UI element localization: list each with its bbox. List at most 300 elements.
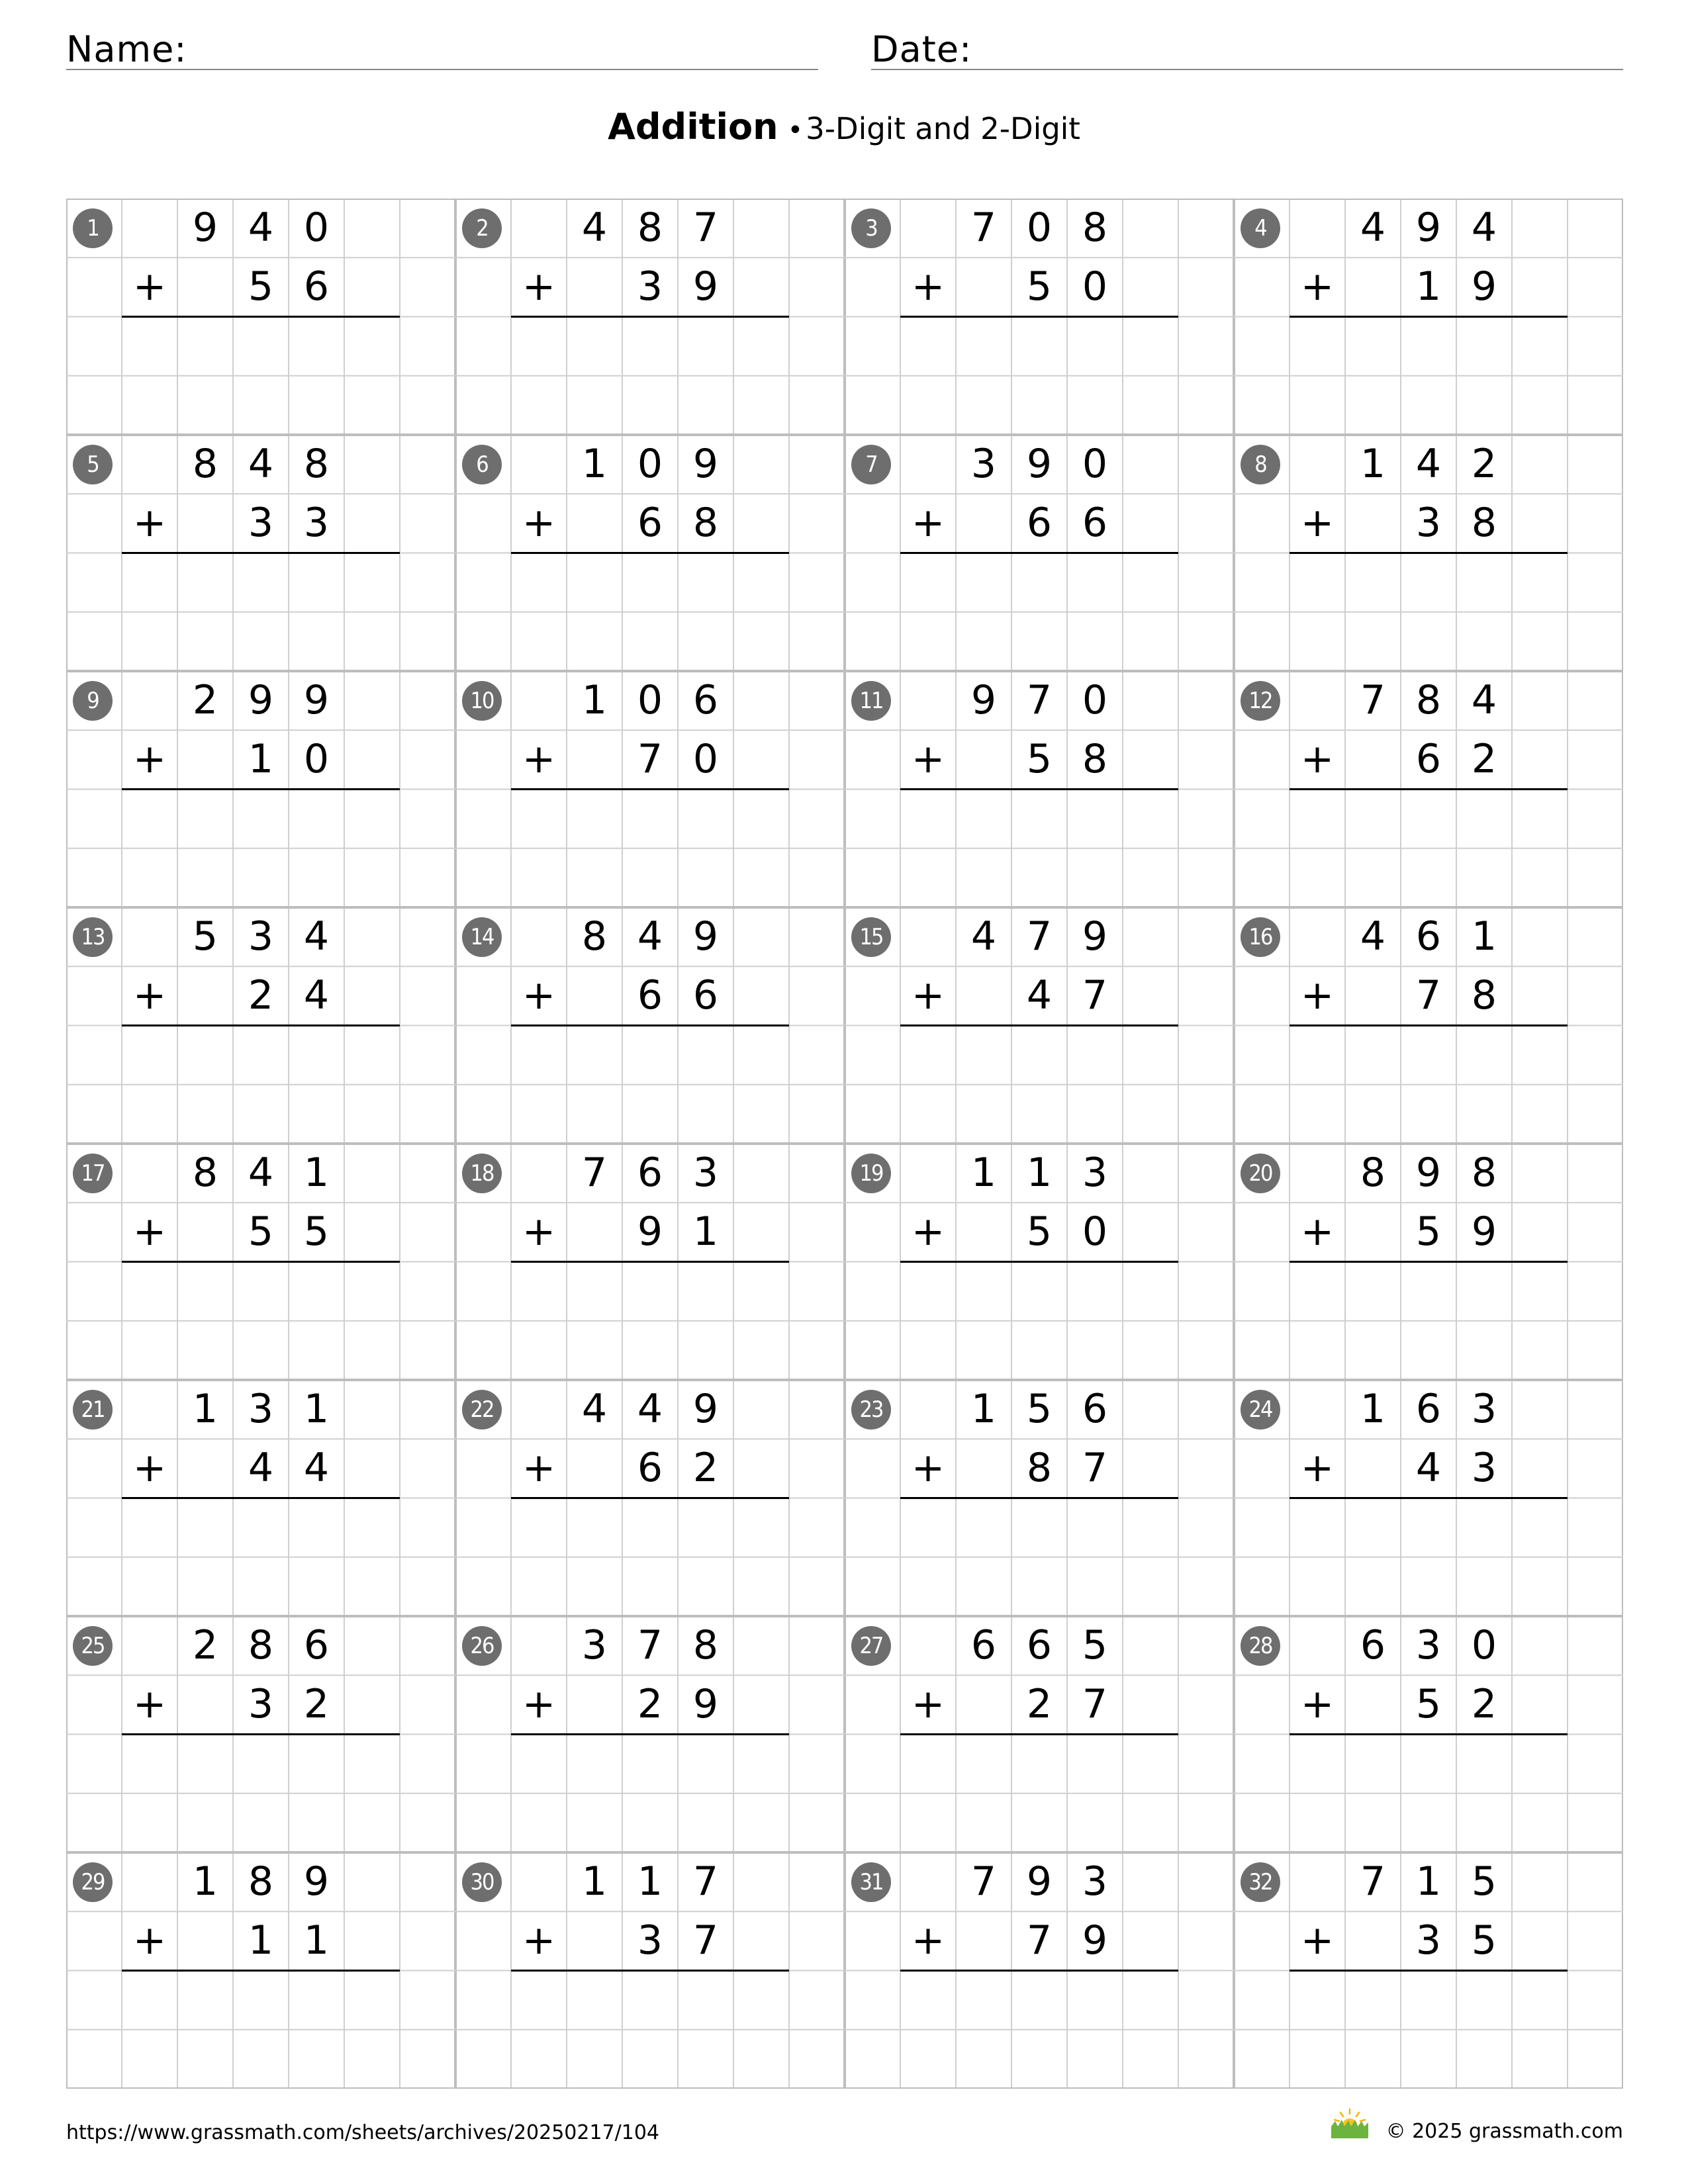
plus-sign: +: [132, 972, 167, 1019]
answer-line: [1289, 1261, 1568, 1263]
top-digit: 1: [1360, 1386, 1386, 1432]
top-digit: 3: [248, 1386, 274, 1432]
problem: [66, 199, 455, 435]
plus-sign: +: [522, 1445, 556, 1491]
problem: [1234, 1380, 1623, 1616]
bottom-digit: 7: [1026, 1917, 1053, 1964]
top-digit: 7: [637, 1622, 663, 1668]
top-digit: 9: [692, 913, 719, 960]
problem-number-badge: 7: [851, 445, 891, 484]
top-digit: 1: [1415, 1858, 1442, 1905]
top-digit: 4: [248, 441, 274, 487]
top-digit: 1: [970, 1150, 997, 1196]
top-digit: 7: [970, 1858, 997, 1905]
problem: [455, 1616, 845, 1852]
problem-number-badge: 6: [462, 445, 502, 484]
bottom-digit: 5: [1026, 263, 1053, 310]
problem-number-badge: 30: [462, 1862, 502, 1902]
plus-sign: +: [132, 1208, 167, 1255]
bottom-digit: 0: [1082, 1208, 1108, 1255]
top-digit: 7: [581, 1150, 608, 1196]
top-digit: 6: [1360, 1622, 1386, 1668]
answer-line: [900, 1261, 1178, 1263]
top-digit: 1: [303, 1386, 330, 1432]
bottom-digit: 9: [1471, 263, 1497, 310]
plus-sign: +: [132, 1917, 167, 1964]
top-digit: 5: [192, 913, 218, 960]
bottom-digit: 5: [248, 1208, 274, 1255]
bottom-digit: 8: [1082, 736, 1108, 783]
bottom-digit: 8: [1471, 500, 1497, 547]
plus-sign: +: [911, 972, 945, 1019]
top-digit: 7: [1026, 913, 1053, 960]
plus-sign: +: [132, 1681, 167, 1727]
top-digit: 4: [1471, 677, 1497, 723]
top-digit: 4: [637, 1386, 663, 1432]
bottom-digit: 0: [692, 736, 719, 783]
problem: [845, 1144, 1234, 1380]
top-digit: 7: [970, 205, 997, 251]
problem-number-badge: 2: [462, 208, 502, 248]
top-digit: 0: [1082, 441, 1108, 487]
top-digit: 6: [692, 677, 719, 723]
problem-number-badge: 25: [73, 1626, 113, 1666]
plus-sign: +: [522, 972, 556, 1019]
plus-sign: +: [1300, 263, 1335, 310]
top-digit: 1: [970, 1386, 997, 1432]
problem: [1234, 199, 1623, 435]
top-digit: 5: [1082, 1622, 1108, 1668]
bottom-digit: 9: [1471, 1208, 1497, 1255]
problem: [1234, 435, 1623, 671]
top-digit: 4: [1360, 913, 1386, 960]
bottom-digit: 1: [1415, 263, 1442, 310]
top-digit: 9: [303, 677, 330, 723]
problem-number-badge: 20: [1241, 1154, 1280, 1193]
bottom-digit: 6: [637, 500, 663, 547]
problem-number-badge: 16: [1241, 917, 1280, 957]
top-digit: 1: [1471, 913, 1497, 960]
top-digit: 9: [248, 677, 274, 723]
problem-number-badge: 1: [73, 208, 113, 248]
top-digit: 1: [581, 677, 608, 723]
bottom-digit: 4: [303, 972, 330, 1019]
top-digit: 6: [1415, 1386, 1442, 1432]
answer-line: [122, 1970, 400, 1972]
plus-sign: +: [132, 1445, 167, 1491]
answer-line: [900, 1970, 1178, 1972]
worksheet-grid: [66, 199, 1623, 2089]
top-digit: 0: [1082, 677, 1108, 723]
plus-sign: +: [132, 263, 167, 310]
problem: [455, 1380, 845, 1616]
answer-line: [1289, 552, 1568, 554]
problem: [66, 1144, 455, 1380]
top-digit: 0: [637, 441, 663, 487]
top-digit: 1: [192, 1386, 218, 1432]
bottom-digit: 0: [303, 736, 330, 783]
bottom-digit: 6: [303, 263, 330, 310]
top-digit: 8: [303, 441, 330, 487]
plus-sign: +: [1300, 1917, 1335, 1964]
footer-copyright: © 2025 grassmath.com: [1385, 2120, 1623, 2143]
plus-sign: +: [911, 1917, 945, 1964]
bottom-digit: 5: [1026, 1208, 1053, 1255]
answer-line: [1289, 788, 1568, 790]
plus-sign: +: [132, 736, 167, 782]
problem-number-badge: 19: [851, 1154, 891, 1193]
top-digit: 1: [1026, 1150, 1053, 1196]
bottom-digit: 3: [1415, 500, 1442, 547]
problem-number-badge: 5: [73, 445, 113, 484]
answer-line: [511, 788, 789, 790]
answer-line: [900, 1024, 1178, 1026]
top-digit: 9: [692, 441, 719, 487]
top-digit: 0: [1026, 205, 1053, 251]
problem-number-badge: 24: [1241, 1390, 1280, 1430]
bottom-digit: 6: [637, 1445, 663, 1492]
answer-line: [1289, 1970, 1568, 1972]
title-subtitle: 3-Digit and 2-Digit: [806, 111, 1080, 146]
top-digit: 1: [303, 1150, 330, 1196]
problem-number-badge: 11: [851, 681, 891, 721]
plus-sign: +: [1300, 736, 1335, 782]
problem: [455, 435, 845, 671]
bottom-digit: 3: [303, 500, 330, 547]
answer-line: [900, 1497, 1178, 1499]
plus-sign: +: [911, 1208, 945, 1255]
bottom-digit: 5: [248, 263, 274, 310]
answer-line: [122, 316, 400, 318]
top-digit: 8: [1360, 1150, 1386, 1196]
bottom-digit: 1: [248, 1917, 274, 1964]
bottom-digit: 3: [248, 1681, 274, 1728]
top-digit: 3: [970, 441, 997, 487]
bottom-digit: 2: [303, 1681, 330, 1728]
top-digit: 4: [637, 913, 663, 960]
problem: [1234, 1144, 1623, 1380]
bottom-digit: 4: [303, 1445, 330, 1492]
answer-line: [900, 552, 1178, 554]
bottom-digit: 9: [1082, 1917, 1108, 1964]
bottom-digit: 5: [1415, 1681, 1442, 1728]
top-digit: 3: [1415, 1622, 1442, 1668]
problem-number-badge: 9: [73, 681, 113, 721]
answer-line: [122, 1497, 400, 1499]
bottom-digit: 2: [1471, 736, 1497, 783]
plus-sign: +: [911, 263, 945, 310]
bottom-digit: 8: [1026, 1445, 1053, 1492]
top-digit: 9: [1415, 205, 1442, 251]
top-digit: 3: [1082, 1858, 1108, 1905]
problem-number-badge: 18: [462, 1154, 502, 1193]
top-digit: 4: [581, 205, 608, 251]
problem: [66, 671, 455, 907]
problem: [455, 1852, 845, 2089]
plus-sign: +: [522, 500, 556, 546]
bottom-digit: 3: [637, 263, 663, 310]
top-digit: 7: [692, 1858, 719, 1905]
footer-url: https://www.grassmath.com/sheets/archives/20250217/104: [66, 2121, 660, 2144]
bottom-digit: 6: [1082, 500, 1108, 547]
problem: [66, 435, 455, 671]
bottom-digit: 4: [248, 1445, 274, 1492]
top-digit: 8: [1082, 205, 1108, 251]
problem: [66, 1852, 455, 2089]
problem-number-badge: 4: [1241, 208, 1280, 248]
top-digit: 4: [248, 205, 274, 251]
problem-number-badge: 21: [73, 1390, 113, 1430]
problem: [1234, 1616, 1623, 1852]
top-digit: 0: [303, 205, 330, 251]
top-digit: 2: [192, 677, 218, 723]
top-digit: 4: [581, 1386, 608, 1432]
top-digit: 4: [970, 913, 997, 960]
plus-sign: +: [1300, 500, 1335, 546]
answer-line: [1289, 1024, 1568, 1026]
bottom-digit: 1: [248, 736, 274, 783]
top-digit: 7: [1360, 1858, 1386, 1905]
top-digit: 1: [581, 1858, 608, 1905]
problem-number-badge: 27: [851, 1626, 891, 1666]
plus-sign: +: [1300, 1445, 1335, 1491]
answer-line: [511, 316, 789, 318]
top-digit: 9: [192, 205, 218, 251]
top-digit: 5: [1026, 1386, 1053, 1432]
bottom-digit: 4: [1026, 972, 1053, 1019]
top-digit: 8: [1415, 677, 1442, 723]
title-separator: •: [787, 115, 804, 146]
problem: [845, 199, 1234, 435]
problem-number-badge: 28: [1241, 1626, 1280, 1666]
top-digit: 8: [192, 1150, 218, 1196]
top-digit: 9: [1026, 1858, 1053, 1905]
answer-line: [511, 552, 789, 554]
plus-sign: +: [1300, 1681, 1335, 1727]
answer-line: [511, 1733, 789, 1735]
bottom-digit: 0: [1082, 263, 1108, 310]
problem: [845, 1616, 1234, 1852]
top-digit: 9: [970, 677, 997, 723]
answer-line: [511, 1970, 789, 1972]
top-digit: 8: [1471, 1150, 1497, 1196]
answer-line: [122, 1733, 400, 1735]
problem: [66, 907, 455, 1144]
top-digit: 2: [192, 1622, 218, 1668]
bottom-digit: 5: [303, 1208, 330, 1255]
top-digit: 6: [1082, 1386, 1108, 1432]
top-digit: 8: [581, 913, 608, 960]
top-digit: 8: [192, 441, 218, 487]
plus-sign: +: [911, 500, 945, 546]
title-main: Addition: [608, 106, 778, 148]
top-digit: 4: [1360, 205, 1386, 251]
top-digit: 2: [1471, 441, 1497, 487]
plus-sign: +: [522, 1917, 556, 1964]
problem: [66, 1616, 455, 1852]
problem-number-badge: 23: [851, 1390, 891, 1430]
bottom-digit: 3: [1471, 1445, 1497, 1492]
top-digit: 7: [692, 205, 719, 251]
problem: [1234, 671, 1623, 907]
plus-sign: +: [1300, 972, 1335, 1019]
top-digit: 3: [1471, 1386, 1497, 1432]
top-digit: 8: [248, 1622, 274, 1668]
bottom-digit: 2: [248, 972, 274, 1019]
bottom-digit: 6: [1415, 736, 1442, 783]
top-digit: 4: [1471, 205, 1497, 251]
answer-line: [1289, 316, 1568, 318]
plus-sign: +: [911, 736, 945, 782]
answer-line: [122, 1261, 400, 1263]
top-digit: 6: [1026, 1622, 1053, 1668]
bottom-digit: 2: [692, 1445, 719, 1492]
answer-line: [122, 1024, 400, 1026]
answer-line: [122, 552, 400, 554]
bottom-digit: 3: [1415, 1917, 1442, 1964]
top-digit: 0: [637, 677, 663, 723]
bottom-digit: 5: [1026, 736, 1053, 783]
top-digit: 6: [637, 1150, 663, 1196]
plus-sign: +: [522, 736, 556, 782]
bottom-digit: 4: [1415, 1445, 1442, 1492]
bottom-digit: 7: [1415, 972, 1442, 1019]
answer-line: [1289, 1497, 1568, 1499]
plus-sign: +: [522, 263, 556, 310]
problem: [1234, 1852, 1623, 2089]
answer-line: [511, 1024, 789, 1026]
bottom-digit: 5: [1471, 1917, 1497, 1964]
plus-sign: +: [522, 1681, 556, 1727]
top-digit: 9: [1026, 441, 1053, 487]
problem-number-badge: 32: [1241, 1862, 1280, 1902]
problem-number-badge: 3: [851, 208, 891, 248]
plus-sign: +: [1300, 1208, 1335, 1255]
problem: [1234, 907, 1623, 1144]
top-digit: 1: [1360, 441, 1386, 487]
top-digit: 3: [692, 1150, 719, 1196]
bottom-digit: 1: [303, 1917, 330, 1964]
bottom-digit: 2: [637, 1681, 663, 1728]
bottom-digit: 2: [1471, 1681, 1497, 1728]
top-digit: 1: [581, 441, 608, 487]
name-label: Name:: [66, 28, 187, 70]
top-digit: 6: [970, 1622, 997, 1668]
bottom-digit: 2: [1026, 1681, 1053, 1728]
bottom-digit: 1: [692, 1208, 719, 1255]
problem: [845, 1380, 1234, 1616]
problem-number-badge: 15: [851, 917, 891, 957]
bottom-digit: 9: [637, 1208, 663, 1255]
top-digit: 9: [1415, 1150, 1442, 1196]
plus-sign: +: [132, 500, 167, 546]
bottom-digit: 8: [1471, 972, 1497, 1019]
top-digit: 4: [303, 913, 330, 960]
top-digit: 8: [692, 1622, 719, 1668]
page-title: [0, 106, 1688, 148]
top-digit: 8: [637, 205, 663, 251]
problem: [455, 671, 845, 907]
bottom-digit: 6: [1026, 500, 1053, 547]
date-label: Date:: [871, 28, 972, 70]
top-digit: 1: [192, 1858, 218, 1905]
answer-line: [900, 1733, 1178, 1735]
problem: [845, 435, 1234, 671]
top-digit: 3: [581, 1622, 608, 1668]
answer-line: [900, 788, 1178, 790]
plus-sign: +: [911, 1445, 945, 1491]
problem: [455, 907, 845, 1144]
answer-line: [122, 788, 400, 790]
problem: [455, 199, 845, 435]
problem-number-badge: 10: [462, 681, 502, 721]
top-digit: 6: [303, 1622, 330, 1668]
top-digit: 8: [248, 1858, 274, 1905]
bottom-digit: 7: [1082, 1445, 1108, 1492]
problem-number-badge: 22: [462, 1390, 502, 1430]
problem: [845, 671, 1234, 907]
top-digit: 7: [1026, 677, 1053, 723]
answer-line: [900, 316, 1178, 318]
problem-number-badge: 29: [73, 1862, 113, 1902]
bottom-digit: 3: [637, 1917, 663, 1964]
name-field[interactable]: [66, 25, 818, 70]
top-digit: 3: [248, 913, 274, 960]
top-digit: 1: [637, 1858, 663, 1905]
answer-line: [1289, 1733, 1568, 1735]
problem-number-badge: 8: [1241, 445, 1280, 484]
problem-number-badge: 12: [1241, 681, 1280, 721]
problem: [845, 907, 1234, 1144]
bottom-digit: 3: [248, 500, 274, 547]
bottom-digit: 9: [692, 263, 719, 310]
problem-number-badge: 26: [462, 1626, 502, 1666]
answer-line: [511, 1261, 789, 1263]
top-digit: 4: [1415, 441, 1442, 487]
problem-number-badge: 17: [73, 1154, 113, 1193]
top-digit: 7: [1360, 677, 1386, 723]
plus-sign: +: [522, 1208, 556, 1255]
top-digit: 4: [248, 1150, 274, 1196]
top-digit: 5: [1471, 1858, 1497, 1905]
date-field[interactable]: [871, 25, 1623, 70]
top-digit: 9: [1082, 913, 1108, 960]
top-digit: 9: [692, 1386, 719, 1432]
problem-number-badge: 31: [851, 1862, 891, 1902]
problem: [455, 1144, 845, 1380]
plus-sign: +: [911, 1681, 945, 1727]
problem: [845, 1852, 1234, 2089]
bottom-digit: 7: [692, 1917, 719, 1964]
problem: [66, 1380, 455, 1616]
bottom-digit: 5: [1415, 1208, 1442, 1255]
bottom-digit: 6: [637, 972, 663, 1019]
bottom-digit: 7: [1082, 972, 1108, 1019]
problem-number-badge: 14: [462, 917, 502, 957]
problem-number-badge: 13: [73, 917, 113, 957]
bottom-digit: 6: [692, 972, 719, 1019]
bottom-digit: 7: [637, 736, 663, 783]
top-digit: 6: [1415, 913, 1442, 960]
grass-sun-logo-icon: [1327, 2107, 1372, 2140]
top-digit: 0: [1471, 1622, 1497, 1668]
bottom-digit: 9: [692, 1681, 719, 1728]
bottom-digit: 8: [692, 500, 719, 547]
top-digit: 9: [303, 1858, 330, 1905]
top-digit: 3: [1082, 1150, 1108, 1196]
answer-line: [511, 1497, 789, 1499]
bottom-digit: 7: [1082, 1681, 1108, 1728]
